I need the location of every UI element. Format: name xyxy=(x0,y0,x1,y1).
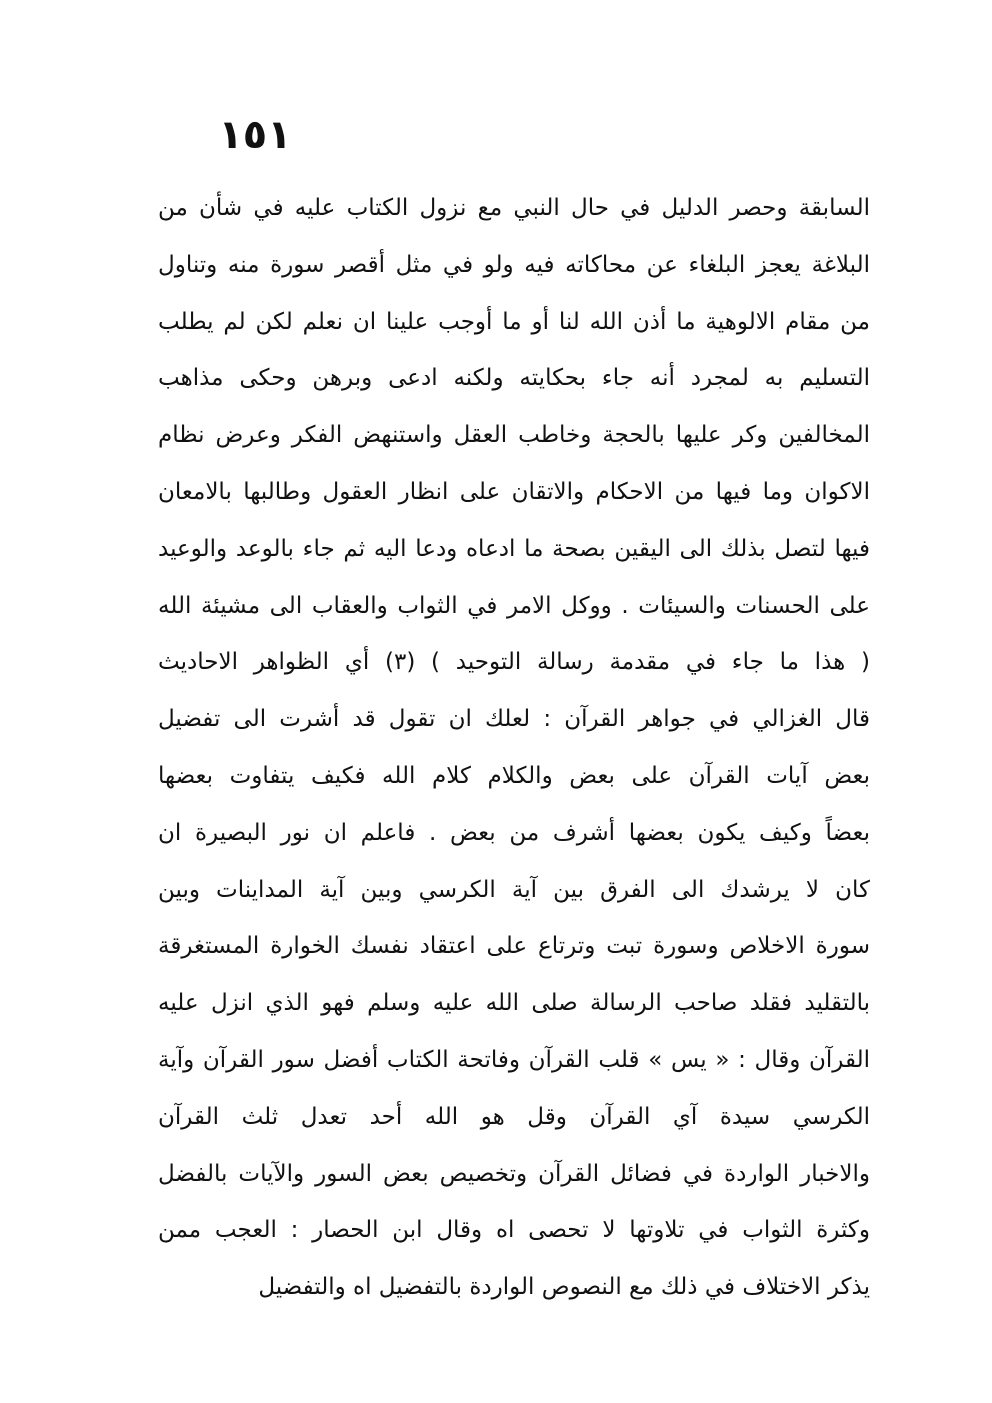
text-line: البلاغة يعجز البلغاء عن محاكاته فيه ولو في مثل أقصر سورة منه وتناول xyxy=(158,251,870,278)
text-line: وكثرة الثواب في تلاوتها لا تحصى اه وقال ابن الحصار : العجب ممن xyxy=(158,1217,870,1244)
text-line: الاكوان وما فيها من الاحكام والاتقان على انظار العقول وطالبها بالامعان xyxy=(158,478,870,505)
text-line: بالتقليد فقلد صاحب الرسالة صلى الله عليه وسلم فهو الذي انزل عليه xyxy=(158,990,870,1017)
text-line: سورة الاخلاص وسورة تبت وترتاع على اعتقاد نفسك الخوارة المستغرقة xyxy=(158,933,870,960)
page-number: ١٥١ xyxy=(218,112,292,158)
text-line: كان لا يرشدك الى الفرق بين آية الكرسي وبين آية المداينات وبين xyxy=(158,876,870,903)
text-line: ( هذا ما جاء في مقدمة رسالة التوحيد ) (٣) أي الظواهر الاحاديث xyxy=(158,649,870,676)
text-line: المخالفين وكر عليها بالحجة وخاطب العقل واستنهض الفكر وعرض نظام xyxy=(158,422,870,449)
text-line: بعضاً وكيف يكون بعضها أشرف من بعض . فاعلم ان نور البصيرة ان xyxy=(158,819,870,846)
text-line: الكرسي سيدة آي القرآن وقل هو الله أحد تعدل ثلث القرآن xyxy=(158,1103,870,1130)
body-text xyxy=(158,180,870,1316)
text-line: فيها لتصل بذلك الى اليقين بصحة ما ادعاه ودعا اليه ثم جاء بالوعد والوعيد xyxy=(158,535,870,562)
text-line: القرآن وقال : « يس » قلب القرآن وفاتحة الكتاب أفضل سور القرآن وآية xyxy=(158,1046,870,1073)
text-line: قال الغزالي في جواهر القرآن : لعلك ان تقول قد أشرت الى تفضيل xyxy=(158,706,870,733)
text-line: السابقة وحصر الدليل في حال النبي مع نزول الكتاب عليه في شأن من xyxy=(158,195,870,221)
text-line: يذكر الاختلاف في ذلك مع النصوص الواردة بالتفضيل اه والتفضيل xyxy=(258,1274,870,1301)
text-line: من مقام الالوهية ما أذن الله لنا أو ما أوجب علينا ان نعلم لكن لم يطلب xyxy=(158,308,870,335)
text-line: على الحسنات والسيئات . ووكل الامر في الثواب والعقاب الى مشيئة الله xyxy=(158,592,870,619)
text-line: والاخبار الواردة في فضائل القرآن وتخصيص بعض السور والآيات بالفضل xyxy=(158,1160,870,1187)
text-line: التسليم به لمجرد أنه جاء بحكايته ولكنه ادعى وبرهن وحكى مذاهب xyxy=(158,365,870,392)
text-line: بعض آيات القرآن على بعض والكلام كلام الله فكيف يتفاوت بعضها xyxy=(158,762,870,789)
